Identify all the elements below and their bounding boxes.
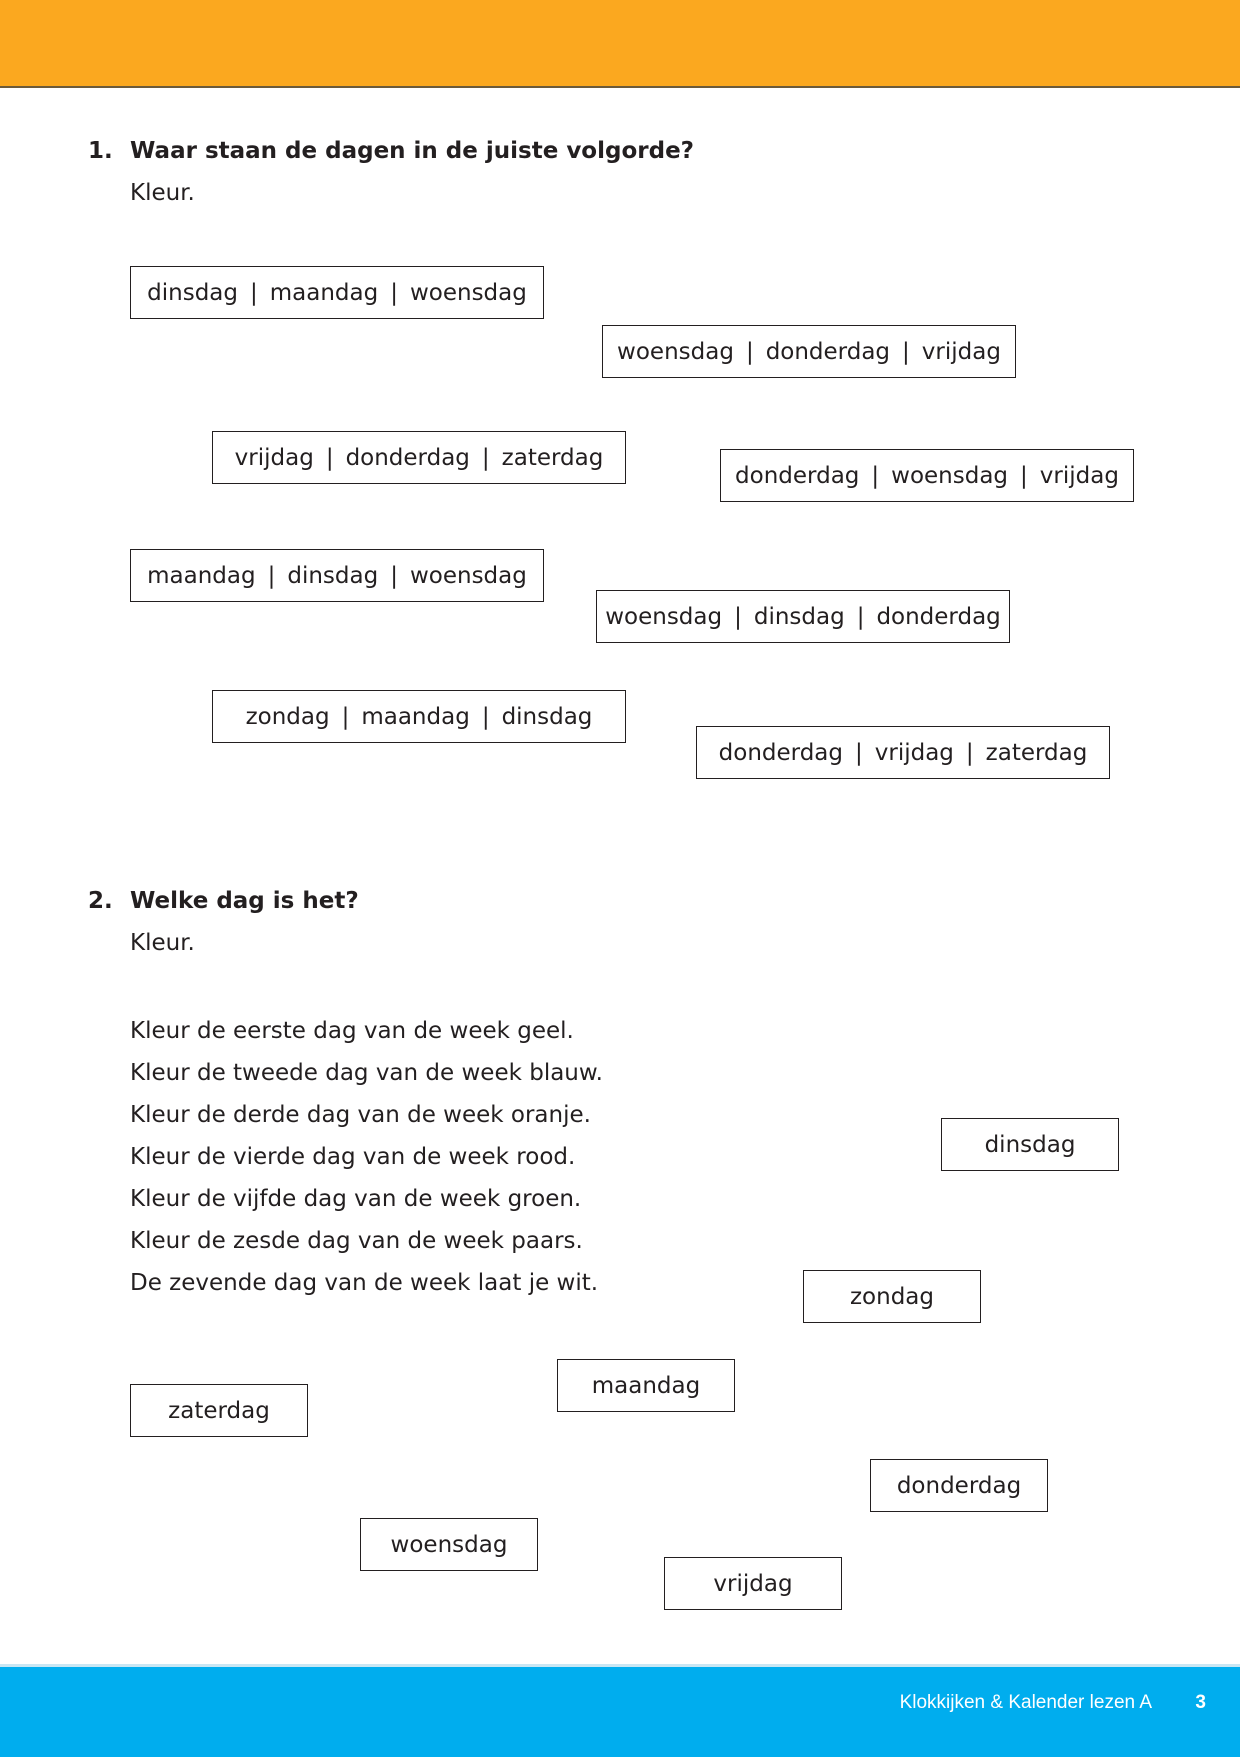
day-label: woensdag <box>409 279 527 306</box>
day-label: vrijdag <box>234 444 314 471</box>
day-box-maandag[interactable]: maandag <box>557 1359 735 1412</box>
question-1-title: Waar staan de dagen in de juiste volgorde? <box>130 138 695 164</box>
instruction-line: Kleur de vierde dag van de week rood. <box>130 1144 576 1170</box>
separator: | <box>267 562 276 589</box>
separator: | <box>390 279 398 306</box>
sequence-box-4[interactable] <box>720 449 1134 502</box>
day-box-woensdag[interactable]: woensdag <box>360 1518 538 1571</box>
question-2-number: 2. <box>88 888 113 914</box>
sequence-box-2[interactable] <box>602 325 1016 378</box>
day-label: woensdag <box>617 338 734 365</box>
day-label: vrijdag <box>921 338 1001 365</box>
separator: | <box>249 279 258 306</box>
day-label: zaterdag <box>985 739 1088 766</box>
day-label: vrijdag <box>1039 462 1119 489</box>
day-label: maandag <box>269 279 379 306</box>
separator: | <box>871 462 880 489</box>
separator: | <box>481 703 490 730</box>
day-label: dinsdag <box>287 562 379 589</box>
sequence-box-3[interactable] <box>212 431 626 484</box>
instruction-line: Kleur de vijfde dag van de week groen. <box>130 1186 582 1212</box>
day-label: donderdag <box>735 462 860 489</box>
day-label: woensdag <box>409 562 527 589</box>
question-1-instruction: Kleur. <box>130 180 195 206</box>
day-label: dinsdag <box>501 703 593 730</box>
day-label: woensdag <box>605 603 723 630</box>
instruction-line: Kleur de derde dag van de week oranje. <box>130 1102 591 1128</box>
day-label: woensdag <box>891 462 1009 489</box>
day-label: donderdag <box>876 603 1001 630</box>
day-label: dinsdag <box>147 279 238 306</box>
instruction-line: Kleur de zesde dag van de week paars. <box>130 1228 583 1254</box>
separator: | <box>902 338 910 365</box>
sequence-box-8[interactable] <box>696 726 1110 779</box>
day-label: donderdag <box>345 444 470 471</box>
instruction-line: Kleur de eerste dag van de week geel. <box>130 1018 574 1044</box>
separator: | <box>1020 462 1028 489</box>
footer-book-title: Klokkijken & Kalender lezen A <box>899 1692 1152 1713</box>
day-label: zondag <box>245 703 330 730</box>
instruction-line: De zevende dag van de week laat je wit. <box>130 1270 599 1296</box>
separator: | <box>341 703 350 730</box>
question-1-number: 1. <box>88 138 113 164</box>
question-2-instruction: Kleur. <box>130 930 195 956</box>
separator: | <box>745 338 754 365</box>
separator: | <box>734 603 742 630</box>
separator: | <box>965 739 974 766</box>
separator: | <box>856 603 865 630</box>
instruction-line: Kleur de tweede dag van de week blauw. <box>130 1060 603 1086</box>
separator: | <box>390 562 398 589</box>
day-label: donderdag <box>765 338 891 365</box>
day-box-donderdag[interactable]: donderdag <box>870 1459 1048 1512</box>
day-label: vrijdag <box>874 739 954 766</box>
day-label: maandag <box>361 703 470 730</box>
top-color-band <box>0 0 1240 88</box>
question-2-title: Welke dag is het? <box>130 888 359 914</box>
color-instructions <box>130 1010 603 1304</box>
sequence-box-7[interactable] <box>212 690 626 743</box>
separator: | <box>855 739 863 766</box>
day-label: maandag <box>147 562 256 589</box>
sequence-box-6[interactable] <box>596 590 1010 643</box>
day-box-zondag[interactable]: zondag <box>803 1270 981 1323</box>
separator: | <box>481 444 490 471</box>
sequence-box-1[interactable] <box>130 266 544 319</box>
day-box-zaterdag[interactable]: zaterdag <box>130 1384 308 1437</box>
day-box-vrijdag[interactable]: vrijdag <box>664 1557 842 1610</box>
separator: | <box>325 444 334 471</box>
page-number: 3 <box>1195 1692 1206 1713</box>
day-label: zaterdag <box>501 444 604 471</box>
day-box-dinsdag[interactable]: dinsdag <box>941 1118 1119 1171</box>
day-label: dinsdag <box>753 603 845 630</box>
day-label: donderdag <box>718 739 843 766</box>
sequence-box-5[interactable] <box>130 549 544 602</box>
